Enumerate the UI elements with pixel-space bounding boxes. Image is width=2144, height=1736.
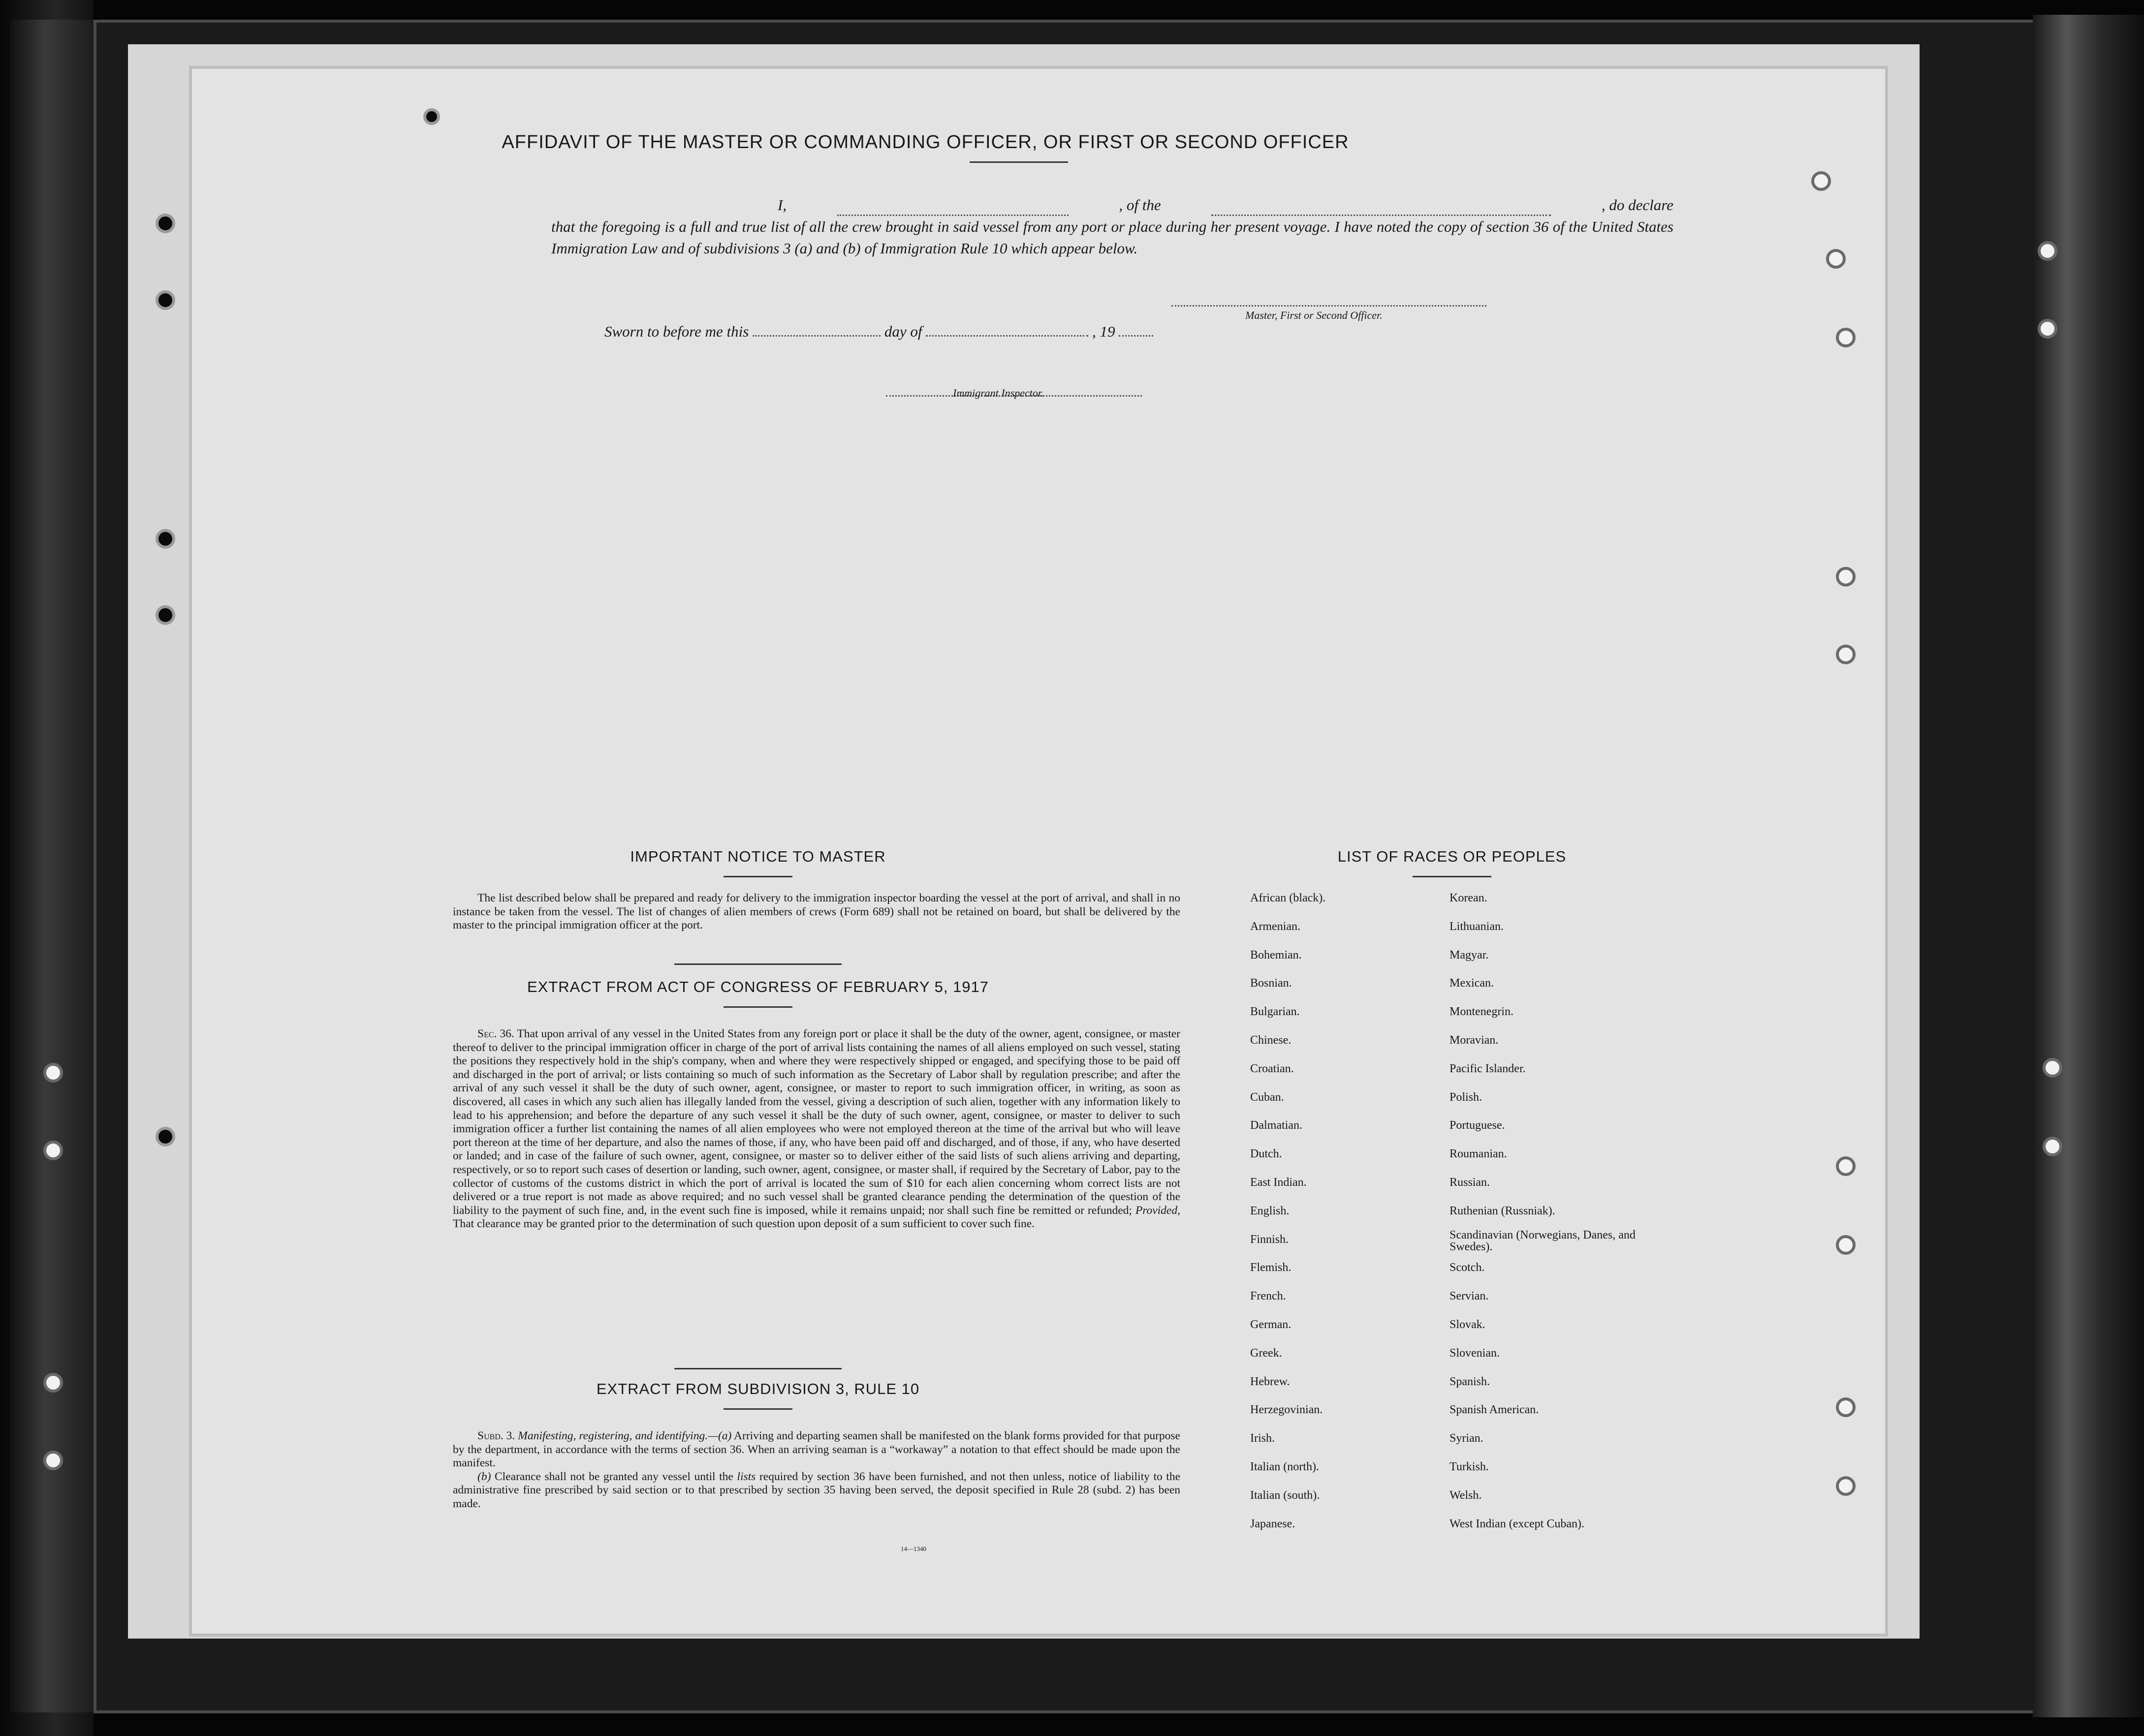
race-item: Slovenian. bbox=[1450, 1346, 1500, 1360]
year-blank-line bbox=[1119, 335, 1153, 337]
race-item: Greek. bbox=[1250, 1346, 1282, 1360]
race-item: Cuban. bbox=[1250, 1090, 1284, 1104]
race-item: Spanish American. bbox=[1450, 1403, 1539, 1417]
punch-hole bbox=[43, 1373, 63, 1393]
race-item: Bosnian. bbox=[1250, 977, 1292, 990]
race-item: West Indian (except Cuban). bbox=[1450, 1517, 1584, 1530]
act-divider bbox=[724, 1006, 792, 1008]
affidavit-title: AFFIDAVIT OF THE MASTER OR COMMANDING OFFICER, OR FIRST OR SECOND OFFICER bbox=[502, 132, 1349, 153]
race-item: Hebrew. bbox=[1250, 1375, 1290, 1388]
notice-divider bbox=[724, 876, 792, 877]
punch-hole bbox=[43, 1141, 63, 1160]
punch-hole bbox=[1836, 567, 1856, 587]
form-number: 14—1340 bbox=[901, 1545, 926, 1552]
race-item: Russian. bbox=[1450, 1176, 1490, 1189]
punch-hole bbox=[43, 1451, 63, 1470]
declaration-i: I, bbox=[778, 196, 787, 214]
punch-hole bbox=[156, 290, 175, 310]
race-item: Japanese. bbox=[1250, 1517, 1295, 1530]
para-b-pre: Clearance shall not be granted any vessel until the bbox=[495, 1470, 733, 1483]
master-signature-line bbox=[1171, 305, 1486, 307]
punch-hole bbox=[1836, 1235, 1856, 1255]
race-item: Chinese. bbox=[1250, 1034, 1292, 1047]
punch-hole bbox=[2043, 1137, 2062, 1156]
master-signature-label: Master, First or Second Officer. bbox=[1245, 309, 1383, 321]
race-item: Finnish. bbox=[1250, 1233, 1289, 1246]
punch-hole bbox=[423, 108, 440, 125]
sec-36-label: Sec. 36. bbox=[477, 1027, 514, 1040]
race-item: French. bbox=[1250, 1290, 1286, 1303]
punch-hole bbox=[1836, 645, 1856, 664]
declaration-body: that the foregoing is a full and true list of all the crew brought in said vessel from any port or place during her present voyage. I have noted the copy of section 36 of the United States Immigration Law and of subdivisions 3 (a) and (b) of Immigration Rule 10 which appear below. bbox=[551, 218, 1673, 257]
declaration-do-declare: , do declare bbox=[1601, 196, 1673, 214]
notice-text-block bbox=[453, 892, 1180, 932]
race-item: African (black). bbox=[1250, 892, 1326, 904]
race-item: Croatian. bbox=[1250, 1062, 1294, 1075]
notice-title: IMPORTANT NOTICE TO MASTER bbox=[630, 848, 886, 865]
race-item: Polish. bbox=[1450, 1090, 1482, 1104]
provided-text: That clearance may be granted prior to the determination of such question upon deposit of a sum sufficient to cover such fine. bbox=[453, 1217, 1035, 1231]
rule-extract-title: EXTRACT FROM SUBDIVISION 3, RULE 10 bbox=[596, 1380, 920, 1397]
races-title: LIST OF RACES OR PEOPLES bbox=[1337, 848, 1567, 865]
race-item: Moravian. bbox=[1450, 1034, 1499, 1047]
race-item: Magyar. bbox=[1450, 948, 1489, 961]
inspector-label: Immigrant Inspector. bbox=[953, 387, 1044, 399]
race-item: Bulgarian. bbox=[1250, 1005, 1300, 1019]
race-item: Korean. bbox=[1450, 892, 1487, 904]
race-item: Irish. bbox=[1250, 1432, 1275, 1445]
race-item: Slovak. bbox=[1450, 1318, 1485, 1331]
punch-hole bbox=[43, 1063, 63, 1083]
month-blank-line bbox=[926, 335, 1088, 337]
para-b-label: (b) bbox=[477, 1470, 491, 1483]
para-b-lists: lists bbox=[737, 1470, 756, 1483]
race-item: East Indian. bbox=[1250, 1176, 1307, 1189]
race-item: Lithuanian. bbox=[1450, 920, 1504, 933]
name-blank-line bbox=[837, 194, 1069, 216]
subd-heading: Manifesting, registering, and identifying.—(a) bbox=[518, 1429, 732, 1442]
act-extract-title: EXTRACT FROM ACT OF CONGRESS OF FEBRUARY 5, 1917 bbox=[527, 978, 989, 995]
races-divider bbox=[1413, 876, 1491, 877]
race-item: Ruthenian (Russniak). bbox=[1450, 1204, 1555, 1217]
sworn-prefix: Sworn to before me this bbox=[604, 323, 749, 340]
race-item: English. bbox=[1250, 1204, 1290, 1217]
punch-hole bbox=[1811, 171, 1831, 191]
punch-hole bbox=[1836, 1476, 1856, 1496]
para-b-post: required by section 36 have been furnished, and not then unless, notice of liability to the administrative fine prescribed by said section or to that prescribed by section 35 having been served, the deposit specified in Rule 28 (subd. 2) has been made. bbox=[453, 1470, 1181, 1510]
races-list bbox=[1250, 892, 1654, 1530]
race-item: German. bbox=[1250, 1318, 1292, 1331]
title-divider bbox=[970, 161, 1068, 163]
sworn-statement bbox=[604, 323, 1153, 341]
race-item: Servian. bbox=[1450, 1290, 1489, 1303]
rule-divider bbox=[724, 1408, 792, 1410]
vessel-blank-line bbox=[1211, 194, 1551, 216]
section-divider bbox=[674, 963, 842, 965]
race-item: Dalmatian. bbox=[1250, 1119, 1302, 1132]
race-item: Herzegovinian. bbox=[1250, 1403, 1323, 1417]
day-blank-line bbox=[753, 335, 881, 337]
punch-hole bbox=[156, 214, 175, 233]
sworn-day-of: day of bbox=[884, 323, 922, 340]
race-item: Welsh. bbox=[1450, 1488, 1482, 1502]
race-item: Armenian. bbox=[1250, 920, 1300, 933]
punch-hole bbox=[156, 1127, 175, 1147]
sworn-year: , 19 bbox=[1092, 323, 1115, 340]
punch-hole bbox=[1836, 1156, 1856, 1176]
race-item: Italian (north). bbox=[1250, 1460, 1319, 1473]
race-item: Turkish. bbox=[1450, 1460, 1489, 1473]
rule-extract-text-block bbox=[453, 1429, 1180, 1511]
provided-label: Provided, bbox=[1135, 1204, 1180, 1217]
punch-hole bbox=[1836, 328, 1856, 347]
act-extract-text-block bbox=[453, 1027, 1180, 1231]
punch-hole bbox=[2038, 241, 2057, 261]
binder-right-strip bbox=[2033, 15, 2144, 1717]
race-item: Bohemian. bbox=[1250, 948, 1302, 961]
declaration-of-the: , of the bbox=[1119, 196, 1161, 214]
race-item: Scotch. bbox=[1450, 1261, 1485, 1274]
race-item: Italian (south). bbox=[1250, 1488, 1320, 1502]
race-item: Pacific Islander. bbox=[1450, 1062, 1526, 1075]
subd-label: Subd. 3. bbox=[477, 1429, 515, 1442]
race-item: Mexican. bbox=[1450, 977, 1494, 990]
punch-hole bbox=[156, 605, 175, 625]
race-item: Montenegrin. bbox=[1450, 1005, 1513, 1019]
punch-hole bbox=[1826, 249, 1846, 269]
notice-text: The list described below shall be prepared and ready for delivery to the immigration inspector boarding the vessel at the port of arrival, and shall in no instance be taken from the vessel. The list of changes of alien members of crews (Form 689) shall not be retained on board, but shall be delivered by the master to the principal immigration officer at the port. bbox=[453, 892, 1180, 932]
manifest-page bbox=[192, 69, 1885, 1634]
declaration-block bbox=[551, 194, 1673, 259]
sec-36-text: That upon arrival of any vessel in the United States from any foreign port or place it shall be the duty of the owner, agent, consignee, or master thereof to deliver to the principal immigration officer in charge of the port of arrival lists containing the names of all aliens employed on such vessel, stating the positions they respectively hold in the ship's company, when and where they were respectively shipped or engaged, and specifying those to be paid off and discharged in the port of arrival; or lists containing so much of such information as the Secretary of Labor shall by regulation prescribe; and after the arrival of any such vessel it shall be the duty of such owner, agent, consignee, or master to report to such immigration officer, in writing, as soon as discovered, all cases in which any such alien has illegally landed from the vessel, giving a description of such alien, together with any information likely to lead to his apprehension; and before the departure of any such vessel it shall be the duty of such owner, agent, consignee, or master to deliver to such immigration officer a further list containing the names of all alien employees who were not employed thereon at the time of the arrival but who will leave port thereon at the time of her departure, and also the names of those, if any, who have been paid off and discharged, and of those, if any, who have deserted or landed; and in case of the failure of such owner, agent, consignee, or master so to deliver either of the said lists of such aliens arriving and departing, respectively, or so to report such cases of desertion or landing, such owner, agent, consignee, or master shall, if required by the Secretary of Labor, pay to the collector of customs of the customs district in which the port of arrival is located the sum of $10 for each alien concerning whom correct lists are not delivered or a true report is not made as above required; and no such vessel shall be granted clearance pending the determination of the question of the liability to the payment of such fine, and, in the event such fine is imposed, while it remains unpaid; nor shall such fine be remitted or refunded; bbox=[453, 1027, 1180, 1217]
punch-hole bbox=[1836, 1397, 1856, 1417]
race-item: Syrian. bbox=[1450, 1432, 1483, 1445]
para-a-text: Arriving and departing seamen shall be manifested on the blank forms provided for that purpose by the department, in accordance with the terms of section 36. When an arriving seaman is a “workaway” a notation to that effect should be made upon the manifest. bbox=[453, 1429, 1180, 1470]
punch-hole bbox=[2043, 1058, 2062, 1078]
race-item: Portuguese. bbox=[1450, 1119, 1505, 1132]
race-item: Roumanian. bbox=[1450, 1147, 1507, 1161]
punch-hole bbox=[2038, 319, 2057, 339]
race-item: Scandinavian (Norwegians, Danes, and Swedes). bbox=[1450, 1228, 1636, 1253]
race-item: Dutch. bbox=[1250, 1147, 1282, 1161]
punch-hole bbox=[156, 529, 175, 549]
race-item: Spanish. bbox=[1450, 1375, 1490, 1388]
race-item: Flemish. bbox=[1250, 1261, 1292, 1274]
section-divider bbox=[674, 1368, 842, 1369]
